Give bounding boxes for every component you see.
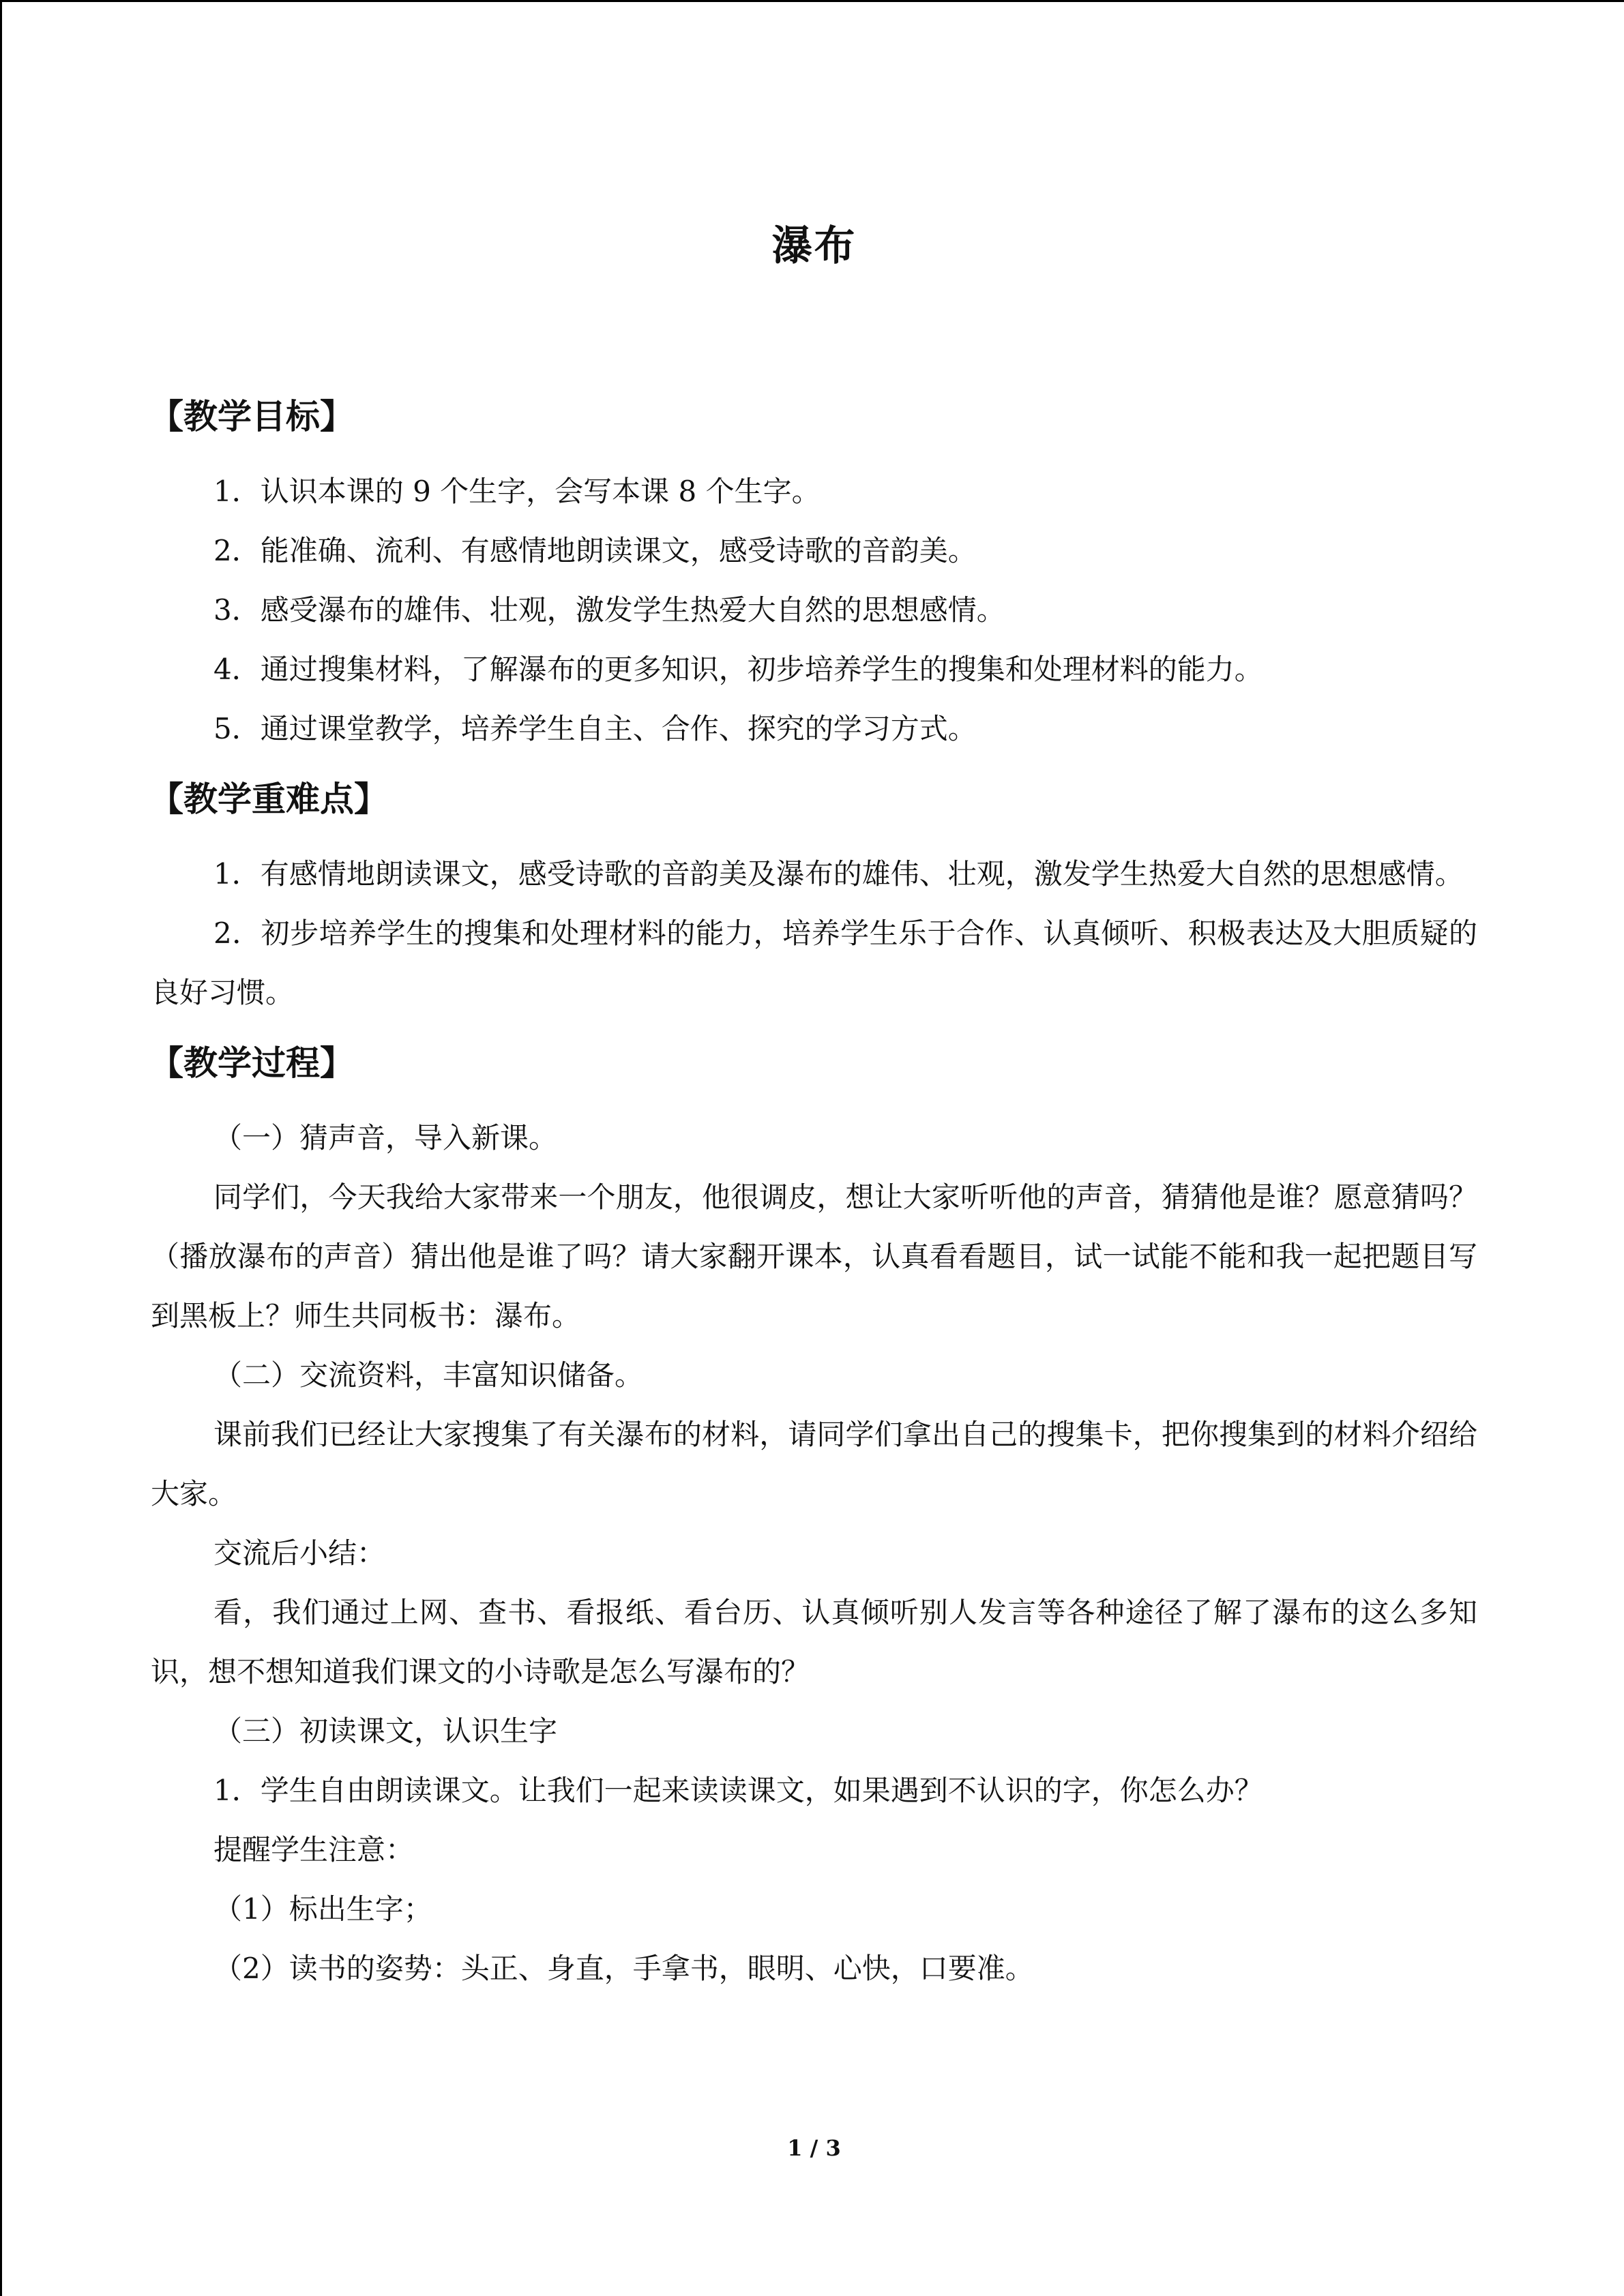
objective-item: 5．通过课堂教学，培养学生自主、合作、探究的学习方式。 (213, 712, 977, 745)
process-step-heading: （一）猜声音，导入新课。 (213, 1121, 558, 1154)
process-step-heading: （二）交流资料，丰富知识储备。 (213, 1358, 644, 1392)
process-paragraph: 1．学生自由朗读课文。让我们一起来读读课文，如果遇到不认识的字，你怎么办？ (213, 1774, 1263, 1807)
objective-item: 1．认识本课的 9 个生字，会写本课 8 个生字。 (213, 475, 821, 508)
process-paragraph: （1）标出生字； (213, 1892, 432, 1926)
process-step-heading: （三）初读课文，认识生字 (213, 1714, 558, 1748)
page-title: 瀑布 (771, 222, 857, 270)
section-heading-key-points: 【教学重难点】 (149, 779, 388, 819)
process-paragraph: 看，我们通过上网、查书、看报纸、看台历、认真倾听别人发言等各种途径了解了瀑布的这么多知识，想不想知道我们课文的小诗歌是怎么写瀑布的？ (151, 1596, 1477, 1688)
document-body (151, 376, 1477, 1998)
process-paragraph: （2）读书的姿势：头正、身直，手拿书，眼明、心快，口要准。 (213, 1952, 1034, 1985)
page-number: 1 / 3 (787, 2135, 841, 2161)
section-heading-process: 【教学过程】 (149, 1043, 354, 1083)
objective-item: 2．能准确、流利、有感情地朗读课文，感受诗歌的音韵美。 (213, 534, 977, 567)
objective-item: 3．感受瀑布的雄伟、壮观，激发学生热爱大自然的思想感情。 (213, 593, 1005, 627)
objective-item: 4．通过搜集材料，了解瀑布的更多知识，初步培养学生的搜集和处理材料的能力。 (213, 653, 1263, 686)
process-paragraph: 提醒学生注意： (213, 1833, 415, 1866)
process-paragraph: 交流后小结： (213, 1536, 386, 1570)
process-paragraph: 课前我们已经让大家搜集了有关瀑布的材料，请同学们拿出自己的搜集卡，把你搜集到的材料介绍给大家。 (151, 1418, 1477, 1510)
key-point-item: 1．有感情地朗读课文，感受诗歌的音韵美及瀑布的雄伟、壮观，激发学生热爱大自然的思想感情。 (213, 857, 1464, 891)
process-paragraph: 同学们，今天我给大家带来一个朋友，他很调皮，想让大家听听他的声音，猜猜他是谁？愿意猜吗？（播放瀑布的声音）猜出他是谁了吗？请大家翻开课本，认真看看题目，试一试能不能和我一起把题目写到黑板上？师生共同板书：瀑布。 (151, 1180, 1477, 1332)
key-point-item: 2．初步培养学生的搜集和处理材料的能力，培养学生乐于合作、认真倾听、积极表达及大胆质疑的良好习惯。 (151, 916, 1477, 1009)
section-heading-objectives: 【教学目标】 (149, 397, 354, 436)
